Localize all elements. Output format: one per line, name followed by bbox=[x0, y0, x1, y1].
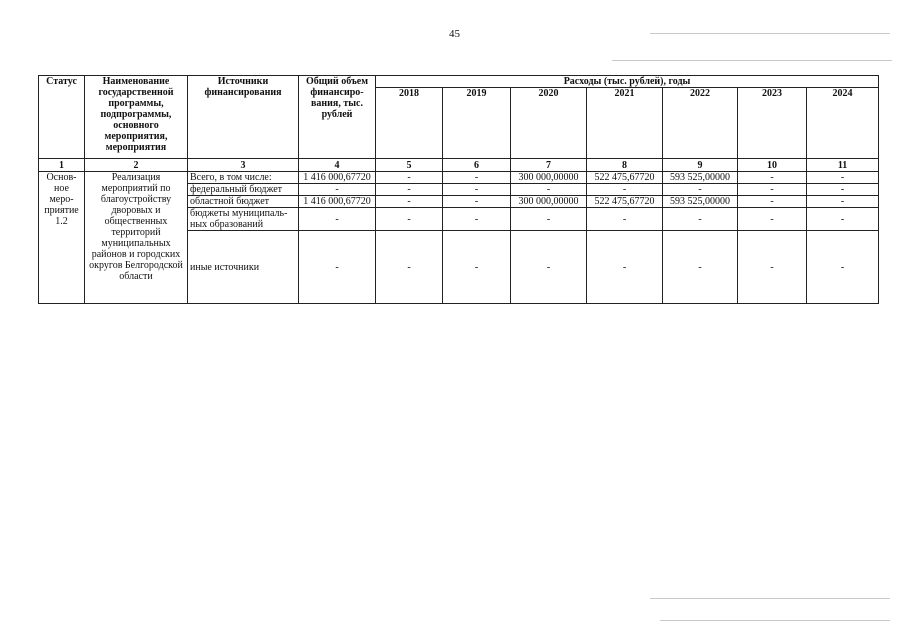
column-number: 8 bbox=[587, 159, 663, 172]
year-value-cell: - bbox=[376, 208, 443, 231]
page-number: 45 bbox=[449, 28, 460, 40]
header-year: 2023 bbox=[738, 88, 807, 159]
year-value-cell: - bbox=[511, 231, 587, 304]
column-number: 1 bbox=[39, 159, 85, 172]
year-value-cell: - bbox=[663, 184, 738, 196]
year-value-cell: 593 525,00000 bbox=[663, 172, 738, 184]
total-cell: - bbox=[299, 208, 376, 231]
source-cell: иные источники bbox=[188, 231, 299, 304]
source-cell: бюджеты муниципаль-ных образований bbox=[188, 208, 299, 231]
total-cell: - bbox=[299, 231, 376, 304]
column-number: 7 bbox=[511, 159, 587, 172]
header-year: 2022 bbox=[663, 88, 738, 159]
year-value-cell: - bbox=[443, 184, 511, 196]
year-value-cell: - bbox=[376, 184, 443, 196]
header-expenses: Расходы (тыс. рублей), годы bbox=[376, 76, 879, 88]
source-cell: федеральный бюджет bbox=[188, 184, 299, 196]
scan-artifact bbox=[660, 620, 890, 621]
year-value-cell: - bbox=[663, 208, 738, 231]
header-year: 2021 bbox=[587, 88, 663, 159]
year-value-cell: - bbox=[376, 231, 443, 304]
year-value-cell: - bbox=[807, 184, 879, 196]
header-year: 2018 bbox=[376, 88, 443, 159]
financing-table bbox=[38, 75, 879, 304]
year-value-cell: - bbox=[587, 231, 663, 304]
year-value-cell: 522 475,67720 bbox=[587, 196, 663, 208]
header-total: Общий объем финансиро-вания, тыс. рублей bbox=[299, 76, 376, 159]
year-value-cell: - bbox=[663, 231, 738, 304]
column-number: 2 bbox=[85, 159, 188, 172]
year-value-cell: - bbox=[807, 208, 879, 231]
year-value-cell: - bbox=[738, 231, 807, 304]
year-value-cell: 300 000,00000 bbox=[511, 196, 587, 208]
table-row bbox=[39, 172, 879, 184]
year-value-cell: - bbox=[376, 196, 443, 208]
header-year: 2024 bbox=[807, 88, 879, 159]
header-year: 2020 bbox=[511, 88, 587, 159]
year-value-cell: - bbox=[443, 208, 511, 231]
header-name: Наименование государственной программы, подпрограммы, основного мероприятия, мероприятия bbox=[85, 76, 188, 159]
total-cell: 1 416 000,67720 bbox=[299, 196, 376, 208]
column-number: 5 bbox=[376, 159, 443, 172]
year-value-cell: - bbox=[587, 184, 663, 196]
total-cell: 1 416 000,67720 bbox=[299, 172, 376, 184]
year-value-cell: 522 475,67720 bbox=[587, 172, 663, 184]
total-cell: - bbox=[299, 184, 376, 196]
scan-artifact bbox=[612, 60, 892, 61]
year-value-cell: - bbox=[738, 208, 807, 231]
year-value-cell: 593 525,00000 bbox=[663, 196, 738, 208]
measure-name-cell: Реализация мероприятий по благоустройству дворовых и общественных территорий муниципальных районов и городских округов Белгородской области bbox=[85, 172, 188, 304]
scan-artifact bbox=[650, 33, 890, 34]
column-number: 9 bbox=[663, 159, 738, 172]
year-value-cell: - bbox=[443, 196, 511, 208]
year-value-cell: - bbox=[807, 172, 879, 184]
header-row-top bbox=[39, 76, 879, 88]
column-number: 4 bbox=[299, 159, 376, 172]
column-number-row bbox=[39, 159, 879, 172]
year-value-cell: - bbox=[376, 172, 443, 184]
scan-artifact bbox=[650, 598, 890, 599]
year-value-cell: - bbox=[738, 172, 807, 184]
header-sources: Источники финансирования bbox=[188, 76, 299, 159]
year-value-cell: - bbox=[738, 196, 807, 208]
year-value-cell: - bbox=[738, 184, 807, 196]
year-value-cell: - bbox=[807, 196, 879, 208]
year-value-cell: - bbox=[443, 172, 511, 184]
source-cell: Всего, в том числе: bbox=[188, 172, 299, 184]
source-cell: областной бюджет bbox=[188, 196, 299, 208]
year-value-cell: - bbox=[587, 208, 663, 231]
year-value-cell: - bbox=[807, 231, 879, 304]
column-number: 11 bbox=[807, 159, 879, 172]
column-number: 10 bbox=[738, 159, 807, 172]
column-number: 3 bbox=[188, 159, 299, 172]
year-value-cell: 300 000,00000 bbox=[511, 172, 587, 184]
status-cell: Основ-ное меро-приятие 1.2 bbox=[39, 172, 85, 304]
year-value-cell: - bbox=[511, 184, 587, 196]
header-year: 2019 bbox=[443, 88, 511, 159]
header-status: Статус bbox=[39, 76, 85, 159]
column-number: 6 bbox=[443, 159, 511, 172]
year-value-cell: - bbox=[511, 208, 587, 231]
year-value-cell: - bbox=[443, 231, 511, 304]
